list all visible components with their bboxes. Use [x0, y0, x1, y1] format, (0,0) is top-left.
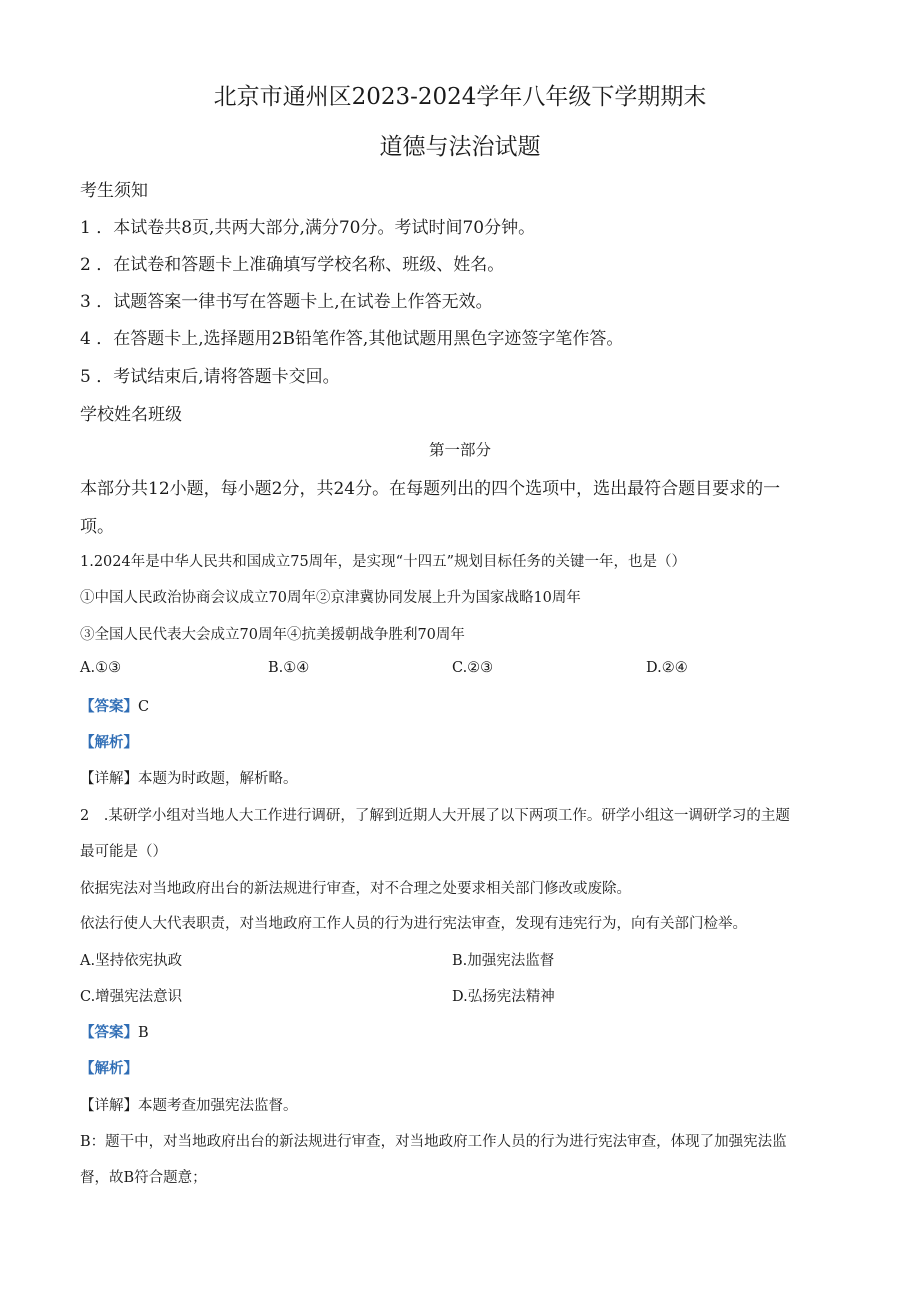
q1-analysis-tag: 【解析】	[80, 734, 138, 751]
q1-detail: 【详解】本题为时政题，解析略。	[80, 771, 298, 787]
q1-item-line: ①中国人民政治协商会议成立70周年②京津冀协同发展上升为国家战略10周年	[80, 590, 581, 606]
q2-answer	[80, 1021, 149, 1042]
part-intro-cont: 项。	[80, 517, 114, 537]
q1-item-line: ③全国人民代表大会成立70周年④抗美援朝战争胜利70周年	[80, 627, 465, 643]
q2-detail: 【详解】本题考查加强宪法监督。	[80, 1098, 298, 1114]
doc-title: 北京市通州区2023-2024学年八年级下学期期末	[213, 84, 707, 110]
q2-option-d: D.弘扬宪法精神	[452, 989, 555, 1005]
q2-option-c: C.增强宪法意识	[80, 989, 183, 1005]
answer-value: C	[138, 699, 150, 715]
student-info-fields: 学校姓名班级	[80, 405, 182, 425]
notice-item: 2 ．在试卷和答题卡上准确填写学校名称、班级、姓名。	[80, 255, 505, 275]
q1-option-a: A.①③	[80, 660, 122, 676]
part-intro: 本部分共12小题，每小题2分，共24分。在每题列出的四个选项中，选出最符合题目要求的一	[80, 479, 781, 499]
q2-option-a: A.坚持依宪执政	[80, 953, 183, 969]
q2-explanation: B：题干中，对当地政府出台的新法规进行审查，对当地政府工作人员的行为进行宪法审查，体现了加强宪法监	[80, 1134, 787, 1150]
q2-analysis-tag: 【解析】	[80, 1060, 138, 1077]
q1-option-c: C.②③	[452, 660, 494, 676]
q2-stem-cont: 最可能是（）	[80, 844, 167, 860]
notice-heading: 考生须知	[80, 181, 148, 201]
q1-option-d: D.②④	[646, 660, 688, 676]
q2-material: 依据宪法对当地政府出台的新法规进行审查，对不合理之处要求相关部门修改或废除。	[80, 881, 631, 897]
q2-option-b: B.加强宪法监督	[452, 953, 555, 969]
answer-tag: 【答案】	[80, 698, 138, 715]
q2-material: 依法行使人大代表职责，对当地政府工作人员的行为进行宪法审查，发现有违宪行为，向有关部门检举。	[80, 916, 747, 932]
doc-subtitle: 道德与法治试题	[379, 134, 541, 160]
answer-value: B	[138, 1025, 149, 1041]
q2-stem: 2 .某研学小组对当地人大工作进行调研，了解到近期人大开展了以下两项工作。研学小组这一调研学习的主题	[80, 808, 790, 824]
q1-option-b: B.①④	[268, 660, 310, 676]
notice-item: 3 ．试题答案一律书写在答题卡上,在试卷上作答无效。	[80, 292, 493, 312]
notice-item: 1 ．本试卷共8页,共两大部分,满分70分。考试时间70分钟。	[80, 218, 536, 238]
notice-item: 4 ．在答题卡上,选择题用2B铅笔作答,其他试题用黑色字迹签字笔作答。	[80, 329, 624, 349]
q2-explanation-cont: 督，故B符合题意；	[80, 1170, 207, 1186]
notice-item: 5 ．考试结束后,请将答题卡交回。	[80, 367, 340, 387]
part-heading: 第一部分	[428, 441, 491, 459]
answer-tag: 【答案】	[80, 1024, 138, 1041]
q1-answer	[80, 695, 149, 716]
q1-stem: 1.2024年是中华人民共和国成立75周年，是实现“十四五”规划目标任务的关键一年，也是（）	[80, 554, 687, 570]
